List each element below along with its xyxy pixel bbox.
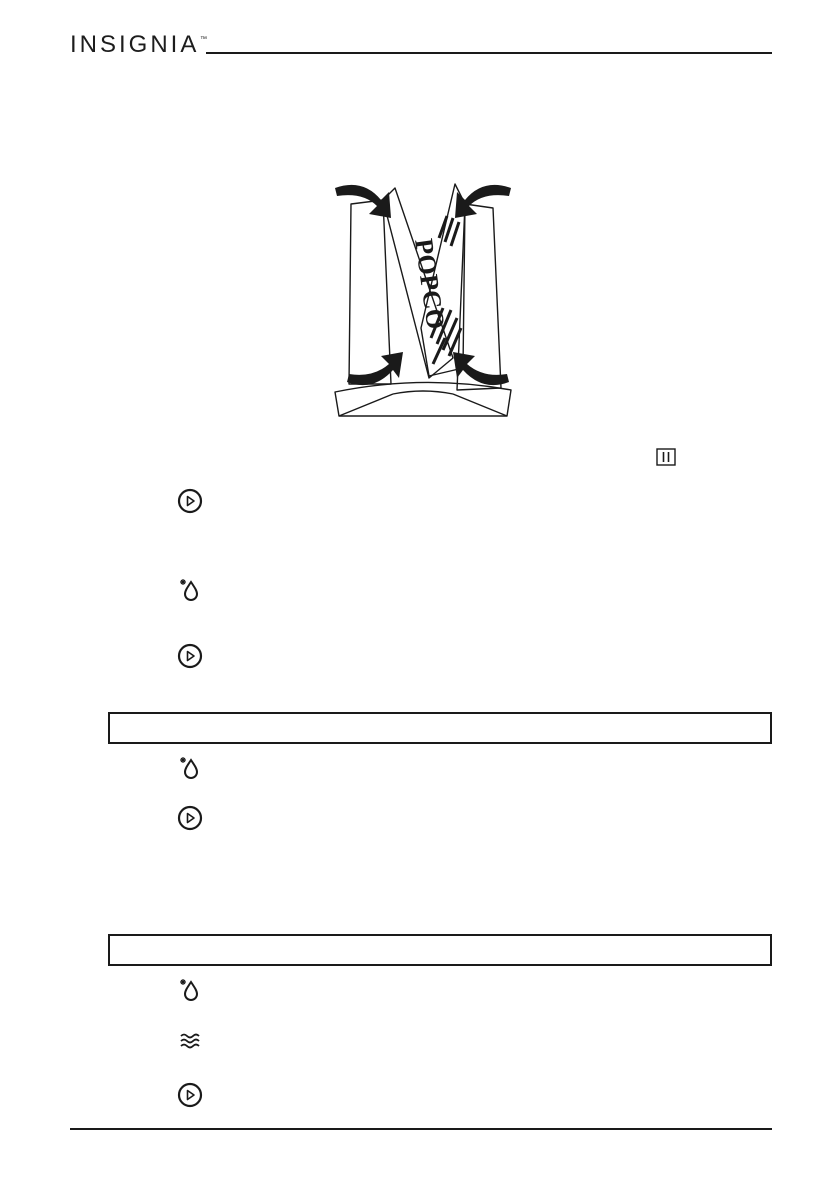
defrost-icon <box>177 754 203 780</box>
start-icon <box>177 488 203 514</box>
trademark-symbol: ™ <box>200 36 207 43</box>
brand-logo: INSIGNIA <box>70 31 200 58</box>
bag-label: POPCO <box>409 236 451 331</box>
note-box <box>108 934 772 966</box>
note-box <box>108 712 772 744</box>
pause-icon <box>656 448 676 466</box>
header-rule <box>206 52 772 54</box>
defrost-icon <box>177 576 203 602</box>
defrost-icon <box>177 976 203 1002</box>
sensor-reheat-icon <box>177 1028 203 1054</box>
popcorn-bag-illustration <box>333 178 515 424</box>
start-icon <box>177 805 203 831</box>
start-icon <box>177 643 203 669</box>
footer-rule <box>70 1128 772 1130</box>
start-icon <box>177 1082 203 1108</box>
